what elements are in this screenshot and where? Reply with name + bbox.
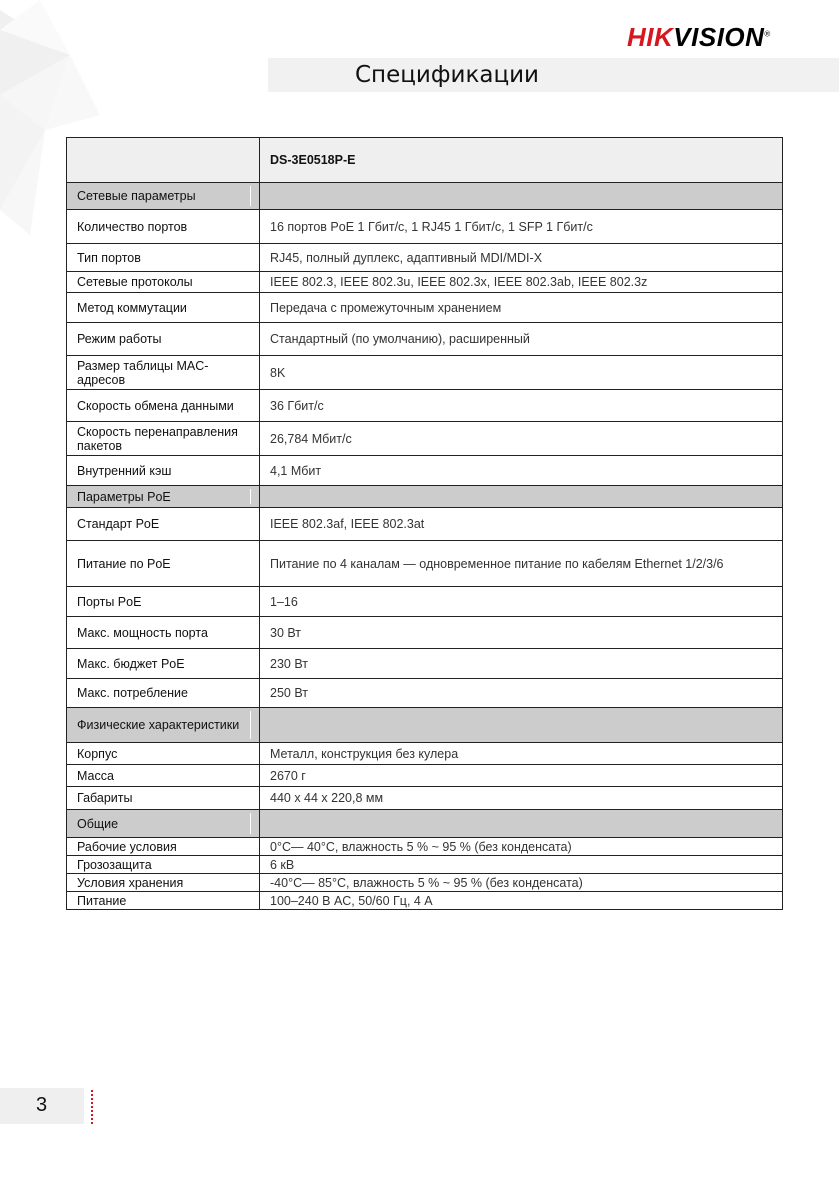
table-row bbox=[67, 293, 783, 323]
dotted-divider bbox=[91, 1090, 93, 1124]
spec-value: 0°C— 40°C, влажность 5 % ~ 95 % (без конденсата) bbox=[260, 838, 783, 856]
spec-value: Передача с промежуточным хранением bbox=[260, 293, 783, 323]
spec-label: Скорость перенаправления пакетов bbox=[67, 422, 260, 456]
table-row bbox=[67, 787, 783, 810]
section-row bbox=[67, 183, 783, 210]
title-band bbox=[268, 58, 839, 92]
spec-label: Размер таблицы MAC-адресов bbox=[67, 356, 260, 390]
spec-label: Стандарт PoE bbox=[67, 508, 260, 541]
section-row bbox=[67, 810, 783, 838]
spec-label: Грозозащита bbox=[67, 856, 260, 874]
table-header-row bbox=[67, 138, 783, 183]
spec-value: 230 Вт bbox=[260, 649, 783, 679]
spec-value: 30 Вт bbox=[260, 617, 783, 649]
spec-label: Порты PoE bbox=[67, 587, 260, 617]
spec-label: Метод коммутации bbox=[67, 293, 260, 323]
spec-value: 6 кВ bbox=[260, 856, 783, 874]
header-empty-cell bbox=[67, 138, 260, 183]
spec-value: RJ45, полный дуплекс, адаптивный MDI/MDI-X bbox=[260, 244, 783, 272]
table-row bbox=[67, 856, 783, 874]
spec-label: Условия хранения bbox=[67, 874, 260, 892]
table-row bbox=[67, 210, 783, 244]
spec-value: IEEE 802.3, IEEE 802.3u, IEEE 802.3x, IEEE 802.3ab, IEEE 802.3z bbox=[260, 272, 783, 293]
spec-value: 100–240 В AC, 50/60 Гц, 4 А bbox=[260, 892, 783, 910]
spec-value: Металл, конструкция без кулера bbox=[260, 743, 783, 765]
table-row bbox=[67, 679, 783, 708]
table-row bbox=[67, 649, 783, 679]
spec-value: IEEE 802.3af, IEEE 802.3at bbox=[260, 508, 783, 541]
specifications-table bbox=[66, 137, 783, 910]
table-row bbox=[67, 874, 783, 892]
table-row bbox=[67, 244, 783, 272]
table-row bbox=[67, 838, 783, 856]
section-value bbox=[260, 486, 783, 508]
hikvision-logo: HIKVISION® bbox=[627, 22, 771, 52]
section-value bbox=[260, 810, 783, 838]
spec-label: Режим работы bbox=[67, 323, 260, 356]
section-title: Параметры PoE bbox=[67, 486, 260, 508]
spec-label: Габариты bbox=[67, 787, 260, 810]
spec-value: -40°C— 85°C, влажность 5 % ~ 95 % (без конденсата) bbox=[260, 874, 783, 892]
table-row bbox=[67, 541, 783, 587]
section-title: Общие bbox=[67, 810, 260, 838]
section-title: Физические характеристики bbox=[67, 708, 260, 743]
spec-label: Питание по PoE bbox=[67, 541, 260, 587]
table-row bbox=[67, 617, 783, 649]
section-value bbox=[260, 183, 783, 210]
table-row bbox=[67, 390, 783, 422]
section-row bbox=[67, 708, 783, 743]
spec-value: 36 Гбит/с bbox=[260, 390, 783, 422]
section-title: Сетевые параметры bbox=[67, 183, 260, 210]
table-row bbox=[67, 765, 783, 787]
model-name: DS-3E0518P-E bbox=[260, 138, 783, 183]
spec-label: Рабочие условия bbox=[67, 838, 260, 856]
spec-label: Макс. мощность порта bbox=[67, 617, 260, 649]
table-row bbox=[67, 508, 783, 541]
spec-value: Питание по 4 каналам — одновременное питание по кабелям Ethernet 1/2/3/6 bbox=[260, 541, 783, 587]
spec-label: Корпус bbox=[67, 743, 260, 765]
table-row bbox=[67, 456, 783, 486]
spec-value: Стандартный (по умолчанию), расширенный bbox=[260, 323, 783, 356]
section-row bbox=[67, 486, 783, 508]
spec-label: Макс. потребление bbox=[67, 679, 260, 708]
table-row bbox=[67, 272, 783, 293]
spec-label: Тип портов bbox=[67, 244, 260, 272]
table-row bbox=[67, 422, 783, 456]
spec-value: 1–16 bbox=[260, 587, 783, 617]
page-number: 3 bbox=[36, 1094, 48, 1116]
page-title: Спецификации bbox=[355, 62, 539, 88]
table-row bbox=[67, 892, 783, 910]
table-row bbox=[67, 587, 783, 617]
spec-label: Макс. бюджет PoE bbox=[67, 649, 260, 679]
spec-label: Внутренний кэш bbox=[67, 456, 260, 486]
spec-value: 8K bbox=[260, 356, 783, 390]
table-row bbox=[67, 356, 783, 390]
spec-value: 2670 г bbox=[260, 765, 783, 787]
spec-value: 440 x 44 x 220,8 мм bbox=[260, 787, 783, 810]
spec-value: 16 портов PoE 1 Гбит/с, 1 RJ45 1 Гбит/с, 1 SFP 1 Гбит/с bbox=[260, 210, 783, 244]
table-row bbox=[67, 323, 783, 356]
section-value bbox=[260, 708, 783, 743]
spec-value: 4,1 Мбит bbox=[260, 456, 783, 486]
spec-label: Сетевые протоколы bbox=[67, 272, 260, 293]
spec-label: Питание bbox=[67, 892, 260, 910]
spec-value: 26,784 Мбит/с bbox=[260, 422, 783, 456]
spec-label: Масса bbox=[67, 765, 260, 787]
spec-value: 250 Вт bbox=[260, 679, 783, 708]
table-row bbox=[67, 743, 783, 765]
spec-label: Количество портов bbox=[67, 210, 260, 244]
spec-label: Скорость обмена данными bbox=[67, 390, 260, 422]
